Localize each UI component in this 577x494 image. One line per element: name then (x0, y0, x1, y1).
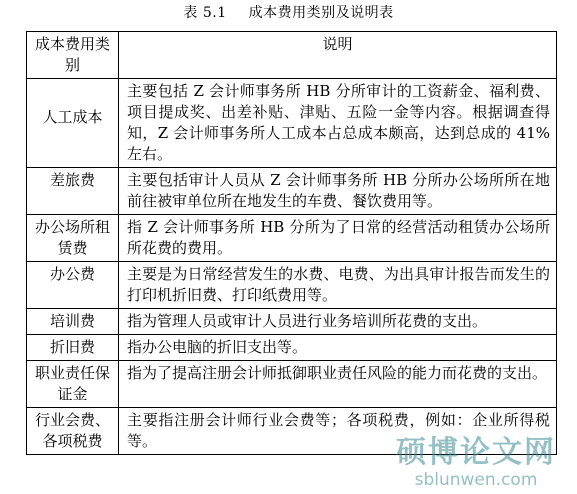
description-cell: 指为管理人员或审计人员进行业务培训所花费的支出。 (119, 309, 557, 335)
watermark-url: sblunwen.com (414, 470, 538, 490)
category-cell: 办公场所租赁费 (27, 215, 119, 262)
category-cell: 培训费 (27, 309, 119, 335)
table-row (27, 262, 557, 309)
table-caption (0, 4, 577, 22)
category-cell: 职业责任保证金 (27, 361, 119, 408)
description-cell: 主要包括审计人员从 Z 会计师事务所 HB 分所办公场所所在地前往被审单位所在地发生的车费、餐饮费用等。 (119, 168, 557, 215)
category-cell: 折旧费 (27, 335, 119, 361)
table-row (27, 309, 557, 335)
description-cell: 主要指注册会计师行业会费等；各项税费，例如：企业所得税等。 (119, 408, 557, 455)
table-row (27, 408, 557, 455)
category-cell: 差旅费 (27, 168, 119, 215)
category-cell: 办公费 (27, 262, 119, 309)
category-cell: 行业会费、各项税费 (27, 408, 119, 455)
cost-category-table (26, 31, 557, 455)
table-row (27, 168, 557, 215)
description-cell: 指为了提高注册会计师抵御职业责任风险的能力而花费的支出。 (119, 361, 557, 408)
table-title: 成本费用类别及说明表 (248, 5, 394, 21)
table-row (27, 335, 557, 361)
header-description: 说明 (119, 32, 557, 79)
watermark-text: 硕博论文网 (396, 435, 556, 470)
description-cell: 主要是为日常经营发生的水费、电费、为出具审计报告而发生的打印机折旧费、打印纸费用等。 (119, 262, 557, 309)
description-cell: 主要包括 Z 会计师事务所 HB 分所审计的工资薪金、福利费、项目提成奖、出差补贴、津贴、五险一金等内容。根据调查得知，Z 会计师事务所人工成本占总成本颇高，达到总成的 41%左右。 (119, 79, 557, 168)
description-cell: 指 Z 会计师事务所 HB 分所为了日常的经营活动租赁办公场所所花费的费用。 (119, 215, 557, 262)
description-cell: 指办公电脑的折旧支出等。 (119, 335, 557, 361)
category-cell: 人工成本 (27, 79, 119, 168)
header-category: 成本费用类别 (27, 32, 119, 79)
table-header-row (27, 32, 557, 79)
table-row (27, 79, 557, 168)
table-number: 表 5.1 (183, 5, 227, 21)
table-row (27, 361, 557, 408)
table-row (27, 215, 557, 262)
